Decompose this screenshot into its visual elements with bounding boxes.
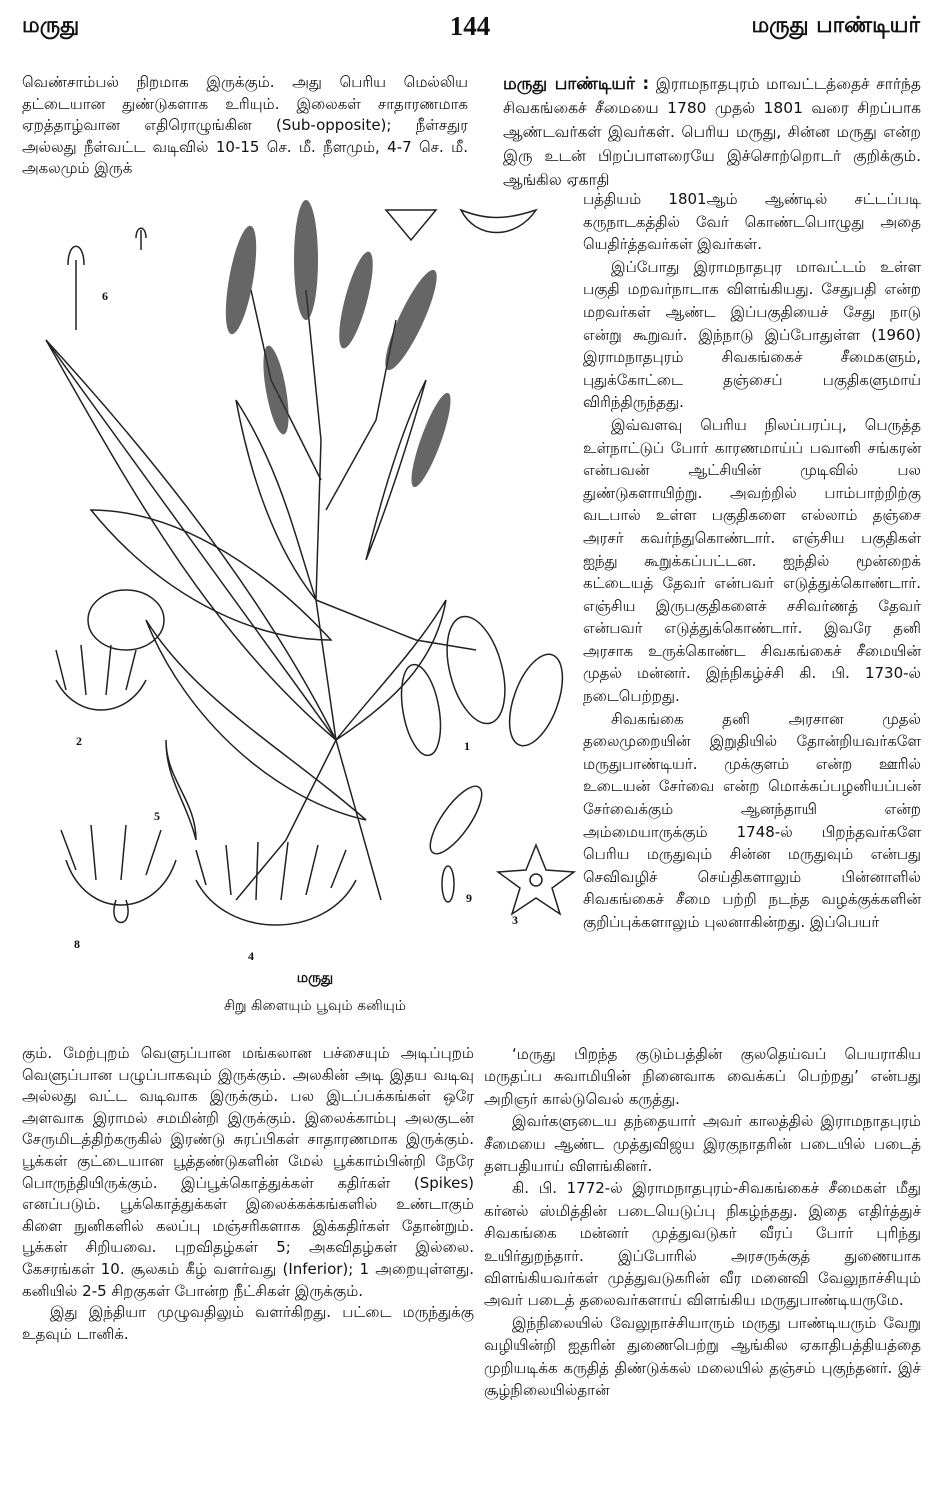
right-column-narrow <box>583 188 921 934</box>
illustration-flower-spike <box>220 224 263 336</box>
illustration-fruit <box>395 662 446 759</box>
figure-caption: சிறு கிளையும் பூவும் கனியும் <box>223 998 407 1014</box>
paragraph: சிவகங்கை தனி அரசான முதல் தலைமுறையின் இறுதியில் தோன்றியவர்களே மருதுபாண்டியர். முக்குளம் என்ற ஊரில் உடையன் சேர்வை என்ற மொக்கப்பழனியப்பன் சேர்வைக்கும் ஆனந்தாயி என்ற அம்மையாருக்கும் 1748-ல் பிறந்தவர்களே பெரிய மருதுவும் சின்ன மருதுவும் என்பது செவிவழிச் செய்திகளாலும் பின்னாளில் சிவகங்கைச் சீமை பற்றி நடந்த வழக்குக்களின் குறிப்புக்களாலும் புலனாகின்றது. இப்பெயர் <box>583 709 921 931</box>
running-header-left: மருது <box>22 13 80 38</box>
illustration-flower-spike <box>294 200 318 320</box>
figure-caption-title: மருது <box>296 970 334 986</box>
paragraph: ‘மருது பிறந்த குடும்பத்தின் குலதெய்வப் பெயராகிய மருதப்ப சுவாமியின் நினைவாக வைக்கப் பெற்றது’ என்பது அறிஞர் கால்டுவெல் கருத்து. <box>484 1045 921 1108</box>
illustration-fruit <box>422 779 491 861</box>
illustration-flower-section <box>61 825 176 905</box>
figure-label: 2 <box>76 734 82 748</box>
illustration-flower-spike <box>377 265 445 375</box>
paragraph: இப்போது இராமநாதபுர மாவட்டம் உள்ள பகுதி மறவர்நாடாக விளங்கியது. சேதுபதி என்ற மறவர்கள் ஆண்ட இப்பகுதியைச் சேது நாடு என்று கூறுவர். இந்நாடு இப்போதுள்ள (1960) இராமநாதபுரம் சிவகங்கைச் சீமைகளும், புதுக்கோட்டை தஞ்சைப் பகுதிகளுமாய் விரிந்திருந்தது. <box>583 257 921 412</box>
paragraph: இது இந்தியா முழுவதிலும் வளர்கிறது. பட்டை மருந்துக்கு உதவும் டானிக். <box>22 1303 474 1343</box>
illustration-calyx <box>166 740 196 840</box>
illustration-flower-spike <box>332 249 379 351</box>
right-column-bottom <box>484 1043 921 1402</box>
illustration-leaf-base <box>386 210 436 240</box>
illustration-fruit-section <box>498 845 574 914</box>
paragraph: இந்நிலையில் வேலுநாச்சியாரும் மருது பாண்டியரும் வேறு வழியின்றி ஐதரின் துணைபெற்று ஆங்கில ஏகாதிபத்தியத்தை முறியடிக்க கருதித் திண்டுக்கல் மலையில் தஞ்சம் புகுந்தனர். இச் சூழ்நிலையில்தான் <box>484 1313 921 1400</box>
illustration-stamen <box>68 246 84 330</box>
illustration-flower-spike <box>405 390 458 491</box>
illustration-fruit <box>437 610 516 730</box>
illustration-stamen <box>136 228 146 250</box>
illustration-leaf <box>236 400 316 600</box>
right-column-top <box>503 72 921 192</box>
paragraph: இவர்களுடைய தந்தையார் அவர் காலத்தில் இராமநாதபுரம் சீமையை ஆண்ட முத்துவிஜய இரகுநாதரின் படையில் படைத் தளபதியாய் விளங்கினர். <box>484 1112 921 1176</box>
paragraph: கும். மேற்புறம் வெளுப்பான மங்கலான பச்சையும் அடிப்புறம் வெளுப்பான பழுப்பாகவும் இருக்கும். அலகின் அடி இதய வடிவு அல்லது வட்ட வடிவாக இருக்கும். பல இடப்பக்கங்கள் ஒரே அளவாக இராமல் சமமின்றி இருக்கும். இலைக்காம்பு அலகுடன் சேருமிடத்திற்கருகில் இரண்டு சுரப்பிகள் சாதாரணமாக இருக்கும். பூக்கள் குட்டையான பூத்தண்டுகளின் மேல் பூக்காம்பின்றி நேரே பொருந்தியிருக்கும். இப்பூக்கொத்துக்கள் கதிர்கள் (Spikes) எனப்படும். பூக்கொத்துக்கள் இலைக்கக்கங்களில் உண்டாகும் கிளை நுனிகளில் கலப்பு மஞ்சரிகளாக இக்கதிர்கள் தோன்றும். பூக்கள் சிறியவை. புறவிதழ்கள் 5; அகவிதழ்கள் இல்லை. கேசரங்கள் 10. சூலகம் கீழ் வளர்வது (Inferior); 1 அறையுள்ளது. கனியில் 2-5 சிறகுகள் போன்ற நீட்சிகள் இருக்கும். <box>22 1044 474 1300</box>
paragraph: இவ்வளவு பெரிய நிலப்பரப்பு, பெருத்த உள்நாட்டுப் போர் காரணமாய்ப் பவானி சங்கரன் என்பவன் ஆட்சியின் முடிவில் பல துண்டுகளாயிற்று. அவற்றில் பாம்பாற்றிற்கு வடபால் உள்ள பகுதிகளை எல்லாம் தஞ்சை அரசர் கவர்ந்துகொண்டார். எஞ்சிய பகுதிகள் ஐந்து கூறுக்கப்பட்டன. ஐந்தில் மூன்றைக் கட்டையத் தேவர் என்பவர் எடுத்துக்கொண்டார். எஞ்சிய இருபகுதிகளைச் சசிவர்ணத் தேவர் என்பவர் எடுத்துக்கொண்டார். இவரே தனி அரசாக உருக்கொண்ட சிவகங்கைச் சீமையின் முதல் மன்னர். இந்நிகழ்ச்சி கி. பி. 1730-ல் நடைபெற்றது. <box>583 415 921 706</box>
paragraph: வெண்சாம்பல் நிறமாக இருக்கும். அது பெரிய மெல்லிய தட்டையான துண்டுகளாக உரியும். இலைகள் சாதாரணமாக ஏறத்தாழ்வான எதிரொழுங்கின (Sub-opposite); நீள்சதுர அல்லது நீள்வட்ட வடிவில் 10-15 செ. மீ. நீளமும், 4-7 செ. மீ. அகலமும் இருக் <box>22 73 468 178</box>
figure-label: 3 <box>512 913 518 927</box>
illustration-flower-opened <box>196 842 356 925</box>
paragraph: கி. பி. 1772-ல் இராமநாதபுரம்-சிவகங்கைச் சீமைகள் மீது கர்னல் ஸ்மித்தின் படையெடுப்பு நிகழ்ந்தது. இதை எதிர்த்துச் சிவகங்கை மன்னர் முத்துவடுகர் வீரப் போர் புரிந்து உயிர்துறந்தார். இப்போரில் அரசருக்குத் துணையாக விளங்கியவர்கள் முத்துவடுகரின் வீர மனைவி வேலுநாச்சியும் அவர் படைத் தலைவர்களாய் விளங்கிய மருதுபாண்டியருமே. <box>484 1179 921 1310</box>
entry-heading: மருது பாண்டியர் : <box>503 74 650 94</box>
illustration-leaf-base <box>461 210 536 233</box>
illustration-leaf <box>336 600 446 740</box>
illustration-fruit <box>499 647 573 752</box>
left-column-top <box>22 72 468 180</box>
figure-label: 5 <box>154 809 160 823</box>
botanical-illustration <box>36 180 581 980</box>
illustration-flower-spike <box>258 344 293 436</box>
illustration-stem <box>306 290 381 900</box>
figure-label: 6 <box>102 289 108 303</box>
paragraph: பத்தியம் 1801ஆம் ஆண்டில் சட்டப்படி கருநாடகத்தில் வேர் கொண்டபொழுது அதை யெதிர்த்தவர்கள் இவர்கள். <box>583 190 921 254</box>
figure-label: 1 <box>464 739 470 753</box>
figure-label: 4 <box>248 949 254 963</box>
running-header-right: மருது பாண்டியர் <box>751 13 920 38</box>
illustration-leaf <box>91 510 331 640</box>
paragraph: இராமநாதபுரம் மாவட்டத்தைச் சார்ந்த சிவகங்கைச் சீமையை 1780 முதல் 1801 வரை சிறப்பாக ஆண்டவர்கள் இவர்கள். பெரிய மருது, சின்ன மருது என்ற இரு உடன் பிறப்பாளரையே இச்சொற்றொடர் குறிக்கும். ஆங்கில ஏகாதி <box>503 75 921 189</box>
left-column-bottom <box>22 1043 474 1345</box>
illustration-flower <box>56 645 146 710</box>
figure-label: 8 <box>74 937 80 951</box>
page-number: 144 <box>449 11 491 41</box>
figure-label: 9 <box>466 891 472 905</box>
illustration-curled-leaf <box>88 590 164 650</box>
